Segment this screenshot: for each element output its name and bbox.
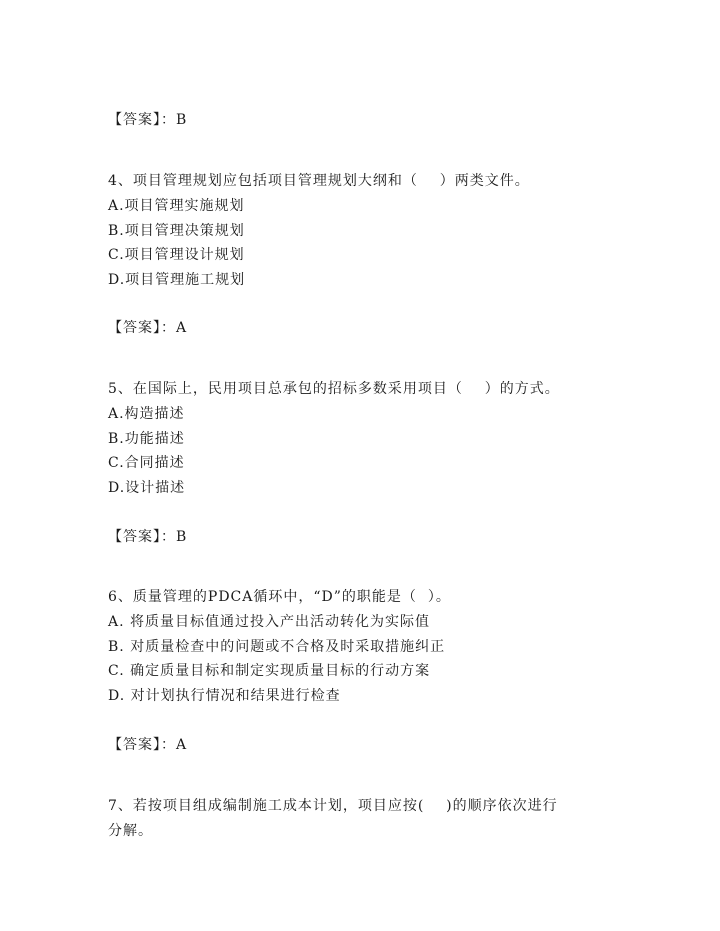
q6-option-c: C. 确定质量目标和制定实现质量目标的行动方案 (108, 663, 431, 679)
answer-q3: 【答案】：B (108, 112, 188, 128)
q6-option-a: A. 将质量目标值通过投入产出活动转化为实际值 (108, 614, 431, 630)
answer-q5: 【答案】：B (108, 529, 188, 545)
q6-option-d: D. 对计划执行情况和结果进行检查 (108, 688, 341, 704)
q4-option-b: B.项目管理决策规划 (108, 223, 245, 239)
answer-q6: 【答案】：A (108, 737, 188, 753)
question-5: 5、在国际上，民用项目总承包的招标多数采用项目（ ）的方式。 (108, 381, 560, 397)
question-7-line-1: 7、若按项目组成编制施工成本计划，项目应按( )的顺序依次进行 (108, 798, 558, 814)
q5-option-b: B.功能描述 (108, 431, 185, 447)
question-6: 6、质量管理的PDCA循环中，“D”的职能是（ ）。 (108, 589, 451, 605)
question-4: 4、项目管理规划应包括项目管理规划大纲和（ ）两类文件。 (108, 173, 530, 189)
question-7-line-2: 分解。 (108, 823, 153, 839)
q5-option-d: D.设计描述 (108, 480, 186, 496)
q4-option-a: A.项目管理实施规划 (108, 198, 245, 214)
q6-option-b: B. 对质量检查中的问题或不合格及时采取措施纠正 (108, 639, 446, 655)
answer-q4: 【答案】：A (108, 320, 188, 336)
q5-option-c: C.合同描述 (108, 455, 185, 471)
q5-option-a: A.构造描述 (108, 406, 185, 422)
q4-option-c: C.项目管理设计规划 (108, 247, 245, 263)
q4-option-d: D.项目管理施工规划 (108, 272, 246, 288)
